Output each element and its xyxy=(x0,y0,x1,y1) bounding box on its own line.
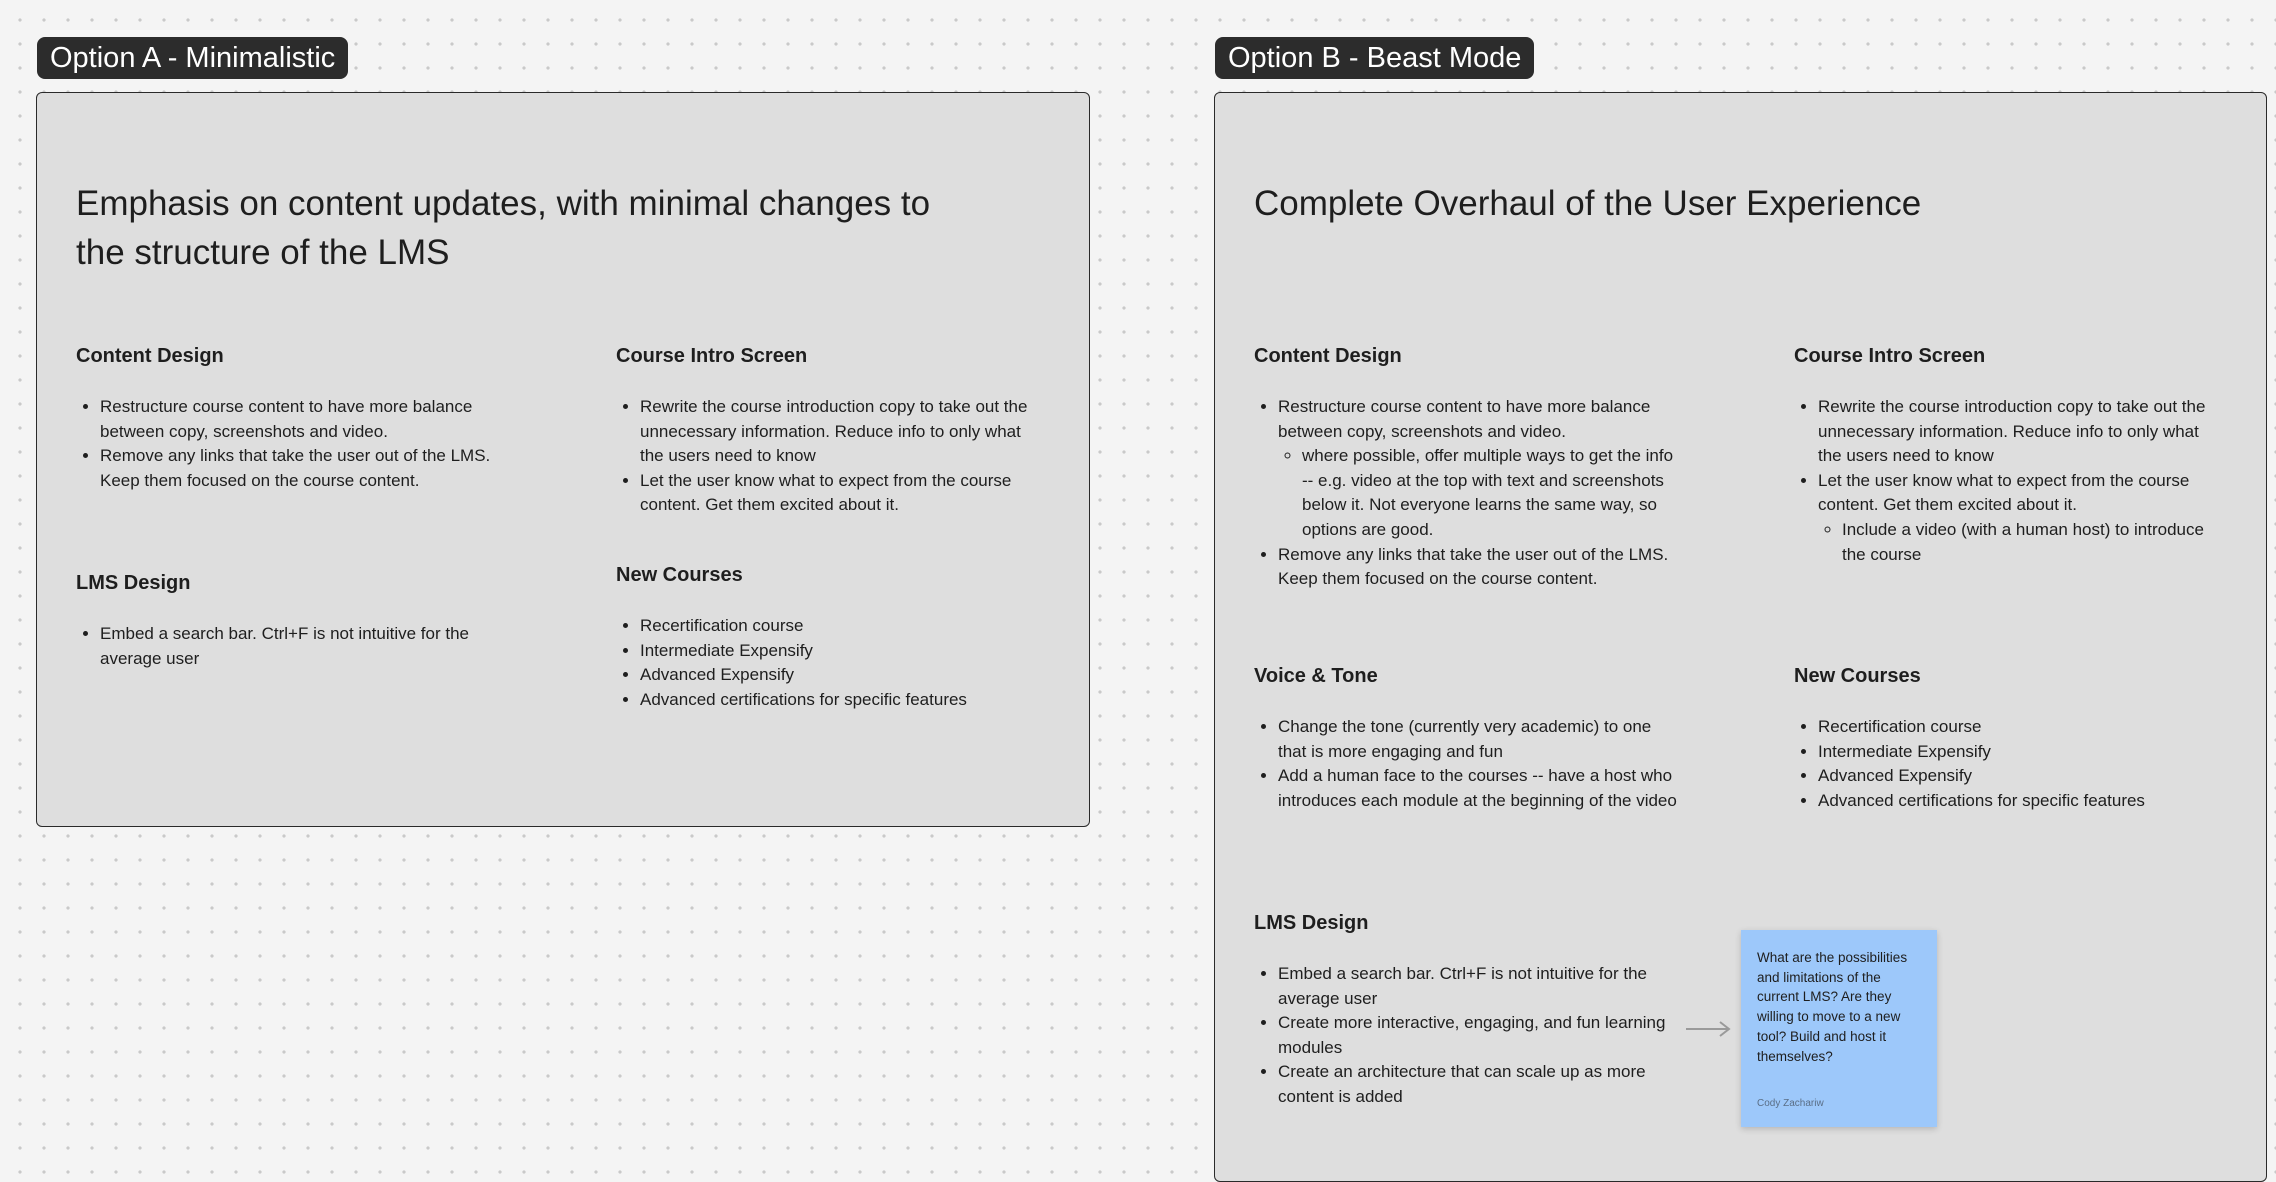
bullet-list xyxy=(76,395,526,493)
list-item: • Create more interactive, engaging, and fun learning modules xyxy=(1278,1011,1679,1060)
list-item: • Remove any links that take the user out of the LMS. Keep them focused on the course content. xyxy=(1278,543,1679,592)
option-b-lms-design xyxy=(1254,910,1679,1110)
section-title: New Courses xyxy=(1794,665,1921,687)
option-b-course-intro xyxy=(1794,343,2224,567)
list-item: • Advanced certifications for specific features xyxy=(1818,789,2224,814)
sticky-note[interactable] xyxy=(1741,930,1937,1127)
list-item: • Intermediate Expensify xyxy=(1818,740,2224,765)
bullet-list xyxy=(1254,395,1679,592)
list-item xyxy=(1278,395,1679,543)
section-title: Course Intro Screen xyxy=(616,345,808,367)
option-b-new-courses xyxy=(1794,663,2224,813)
option-a-lms-design xyxy=(76,570,526,671)
list-item: • Advanced certifications for specific features xyxy=(640,688,1036,713)
list-item: • Restructure course content to have more balance between copy, screenshots and video. xyxy=(100,395,526,444)
section-title: Voice & Tone xyxy=(1254,665,1378,687)
bullet-list xyxy=(1254,962,1679,1110)
option-a-heading: Emphasis on content updates, with minimal changes to the structure of the LMS xyxy=(76,184,931,272)
bullet-list xyxy=(616,395,1036,518)
list-item: • Intermediate Expensify xyxy=(640,639,1036,664)
option-a-course-intro xyxy=(616,343,1036,518)
list-item: • Rewrite the course introduction copy to take out the unnecessary information. Reduce info to only what the users need to know xyxy=(1818,395,2224,469)
list-item-text: Restructure course content to have more balance between copy, screenshots and video. xyxy=(1278,397,1651,441)
section-title: Content Design xyxy=(1254,345,1402,367)
sub-list-item: ◦ where possible, offer multiple ways to get the info -- e.g. video at the top with text and screenshots below it. Not everyone learns the same way, so options are good. xyxy=(1302,444,1679,542)
list-item: • Create an architecture that can scale up as more content is added xyxy=(1278,1060,1679,1109)
section-title: LMS Design xyxy=(1254,912,1369,934)
bullet-list xyxy=(1794,395,2224,567)
list-item: • Let the user know what to expect from the course content. Get them excited about it. xyxy=(640,469,1036,518)
option-a-label[interactable]: Option A - Minimalistic xyxy=(37,37,348,79)
sub-list xyxy=(1818,518,2224,567)
list-item: • Add a human face to the courses -- have a host who introduces each module at the beginning of the video xyxy=(1278,764,1679,813)
sub-list-item: ◦ Include a video (with a human host) to introduce the course xyxy=(1842,518,2224,567)
bullet-list xyxy=(616,614,1036,712)
list-item: • Recertification course xyxy=(640,614,1036,639)
option-b-content-design xyxy=(1254,343,1679,592)
option-b-voice-tone xyxy=(1254,663,1679,813)
list-item: • Advanced Expensify xyxy=(640,663,1036,688)
sticky-note-text: What are the possibilities and limitations of the current LMS? Are they willing to move to a new tool? Build and host it themselves? xyxy=(1757,950,1908,1064)
bullet-list xyxy=(1794,715,2224,813)
section-title: Content Design xyxy=(76,345,224,367)
option-a-content-design xyxy=(76,343,526,493)
list-item-text: Let the user know what to expect from the course content. Get them excited about it. xyxy=(1818,470,2190,515)
list-item: • Rewrite the course introduction copy to take out the unnecessary information. Reduce info to only what the users need to know xyxy=(640,395,1036,469)
list-item: • Remove any links that take the user out of the LMS. Keep them focused on the course content. xyxy=(100,444,526,493)
section-title: New Courses xyxy=(616,564,743,586)
option-a-frame[interactable] xyxy=(36,92,1090,827)
sticky-note-author: Cody Zachariw xyxy=(1757,1098,1824,1109)
option-b-heading: Complete Overhaul of the User Experience xyxy=(1254,184,1922,223)
list-item: • Embed a search bar. Ctrl+F is not intuitive for the average user xyxy=(100,622,526,671)
bullet-list xyxy=(1254,715,1679,813)
section-title: LMS Design xyxy=(76,572,191,594)
bullet-list xyxy=(76,622,526,671)
list-item: • Embed a search bar. Ctrl+F is not intuitive for the average user xyxy=(1278,962,1679,1011)
sub-list xyxy=(1278,444,1679,542)
option-b-label[interactable]: Option B - Beast Mode xyxy=(1215,37,1534,79)
option-a-new-courses xyxy=(616,562,1036,712)
connector-arrow-icon[interactable] xyxy=(1684,1019,1734,1039)
list-item: • Recertification course xyxy=(1818,715,2224,740)
section-title: Course Intro Screen xyxy=(1794,345,1986,367)
list-item: • Change the tone (currently very academic) to one that is more engaging and fun xyxy=(1278,715,1679,764)
list-item: • Advanced Expensify xyxy=(1818,764,2224,789)
list-item xyxy=(1818,469,2224,567)
